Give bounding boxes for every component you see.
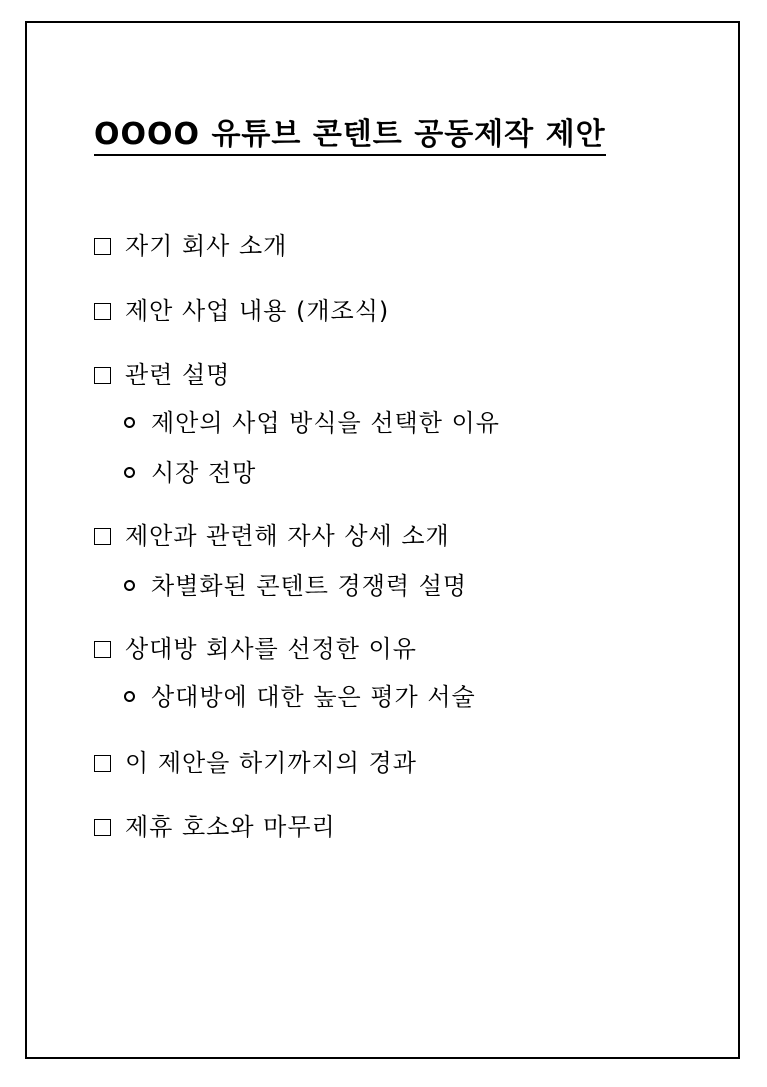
section-history xyxy=(94,749,417,778)
section-label: 상대방 회사를 선정한 이유 xyxy=(125,635,417,663)
section-label: 제휴 호소와 마무리 xyxy=(125,813,336,841)
square-checkbox-icon xyxy=(94,367,111,384)
circle-bullet-icon xyxy=(124,691,135,702)
sub-item-market-outlook xyxy=(124,459,256,488)
section-closing xyxy=(94,813,336,842)
square-checkbox-icon xyxy=(94,755,111,772)
square-checkbox-icon xyxy=(94,641,111,658)
sub-item-label: 시장 전망 xyxy=(151,459,257,487)
sub-item-label: 제안의 사업 방식을 선택한 이유 xyxy=(151,409,500,437)
sub-item-partner-evaluation xyxy=(124,683,476,712)
section-label: 이 제안을 하기까지의 경과 xyxy=(125,749,417,777)
section-company-detail xyxy=(94,522,450,551)
sub-item-competitiveness xyxy=(124,572,467,601)
section-proposal-content xyxy=(94,297,389,326)
section-label: 제안과 관련해 자사 상세 소개 xyxy=(125,522,450,550)
section-related-explanation xyxy=(94,361,230,390)
document-title: OOOO 유튜브 콘텐트 공동제작 제안 xyxy=(94,118,606,156)
square-checkbox-icon xyxy=(94,238,111,255)
square-checkbox-icon xyxy=(94,303,111,320)
section-label: 제안 사업 내용 (개조식) xyxy=(125,297,390,325)
circle-bullet-icon xyxy=(124,417,135,428)
sub-item-reason xyxy=(124,409,500,438)
section-company-intro xyxy=(94,232,287,261)
section-partner-selection xyxy=(94,635,417,664)
circle-bullet-icon xyxy=(124,467,135,478)
section-label: 관련 설명 xyxy=(125,361,231,389)
sub-item-label: 차별화된 콘텐트 경쟁력 설명 xyxy=(151,572,468,600)
square-checkbox-icon xyxy=(94,819,111,836)
section-label: 자기 회사 소개 xyxy=(125,232,288,260)
circle-bullet-icon xyxy=(124,580,135,591)
square-checkbox-icon xyxy=(94,528,111,545)
document-page xyxy=(25,21,740,1059)
sub-item-label: 상대방에 대한 높은 평가 서술 xyxy=(151,683,476,711)
